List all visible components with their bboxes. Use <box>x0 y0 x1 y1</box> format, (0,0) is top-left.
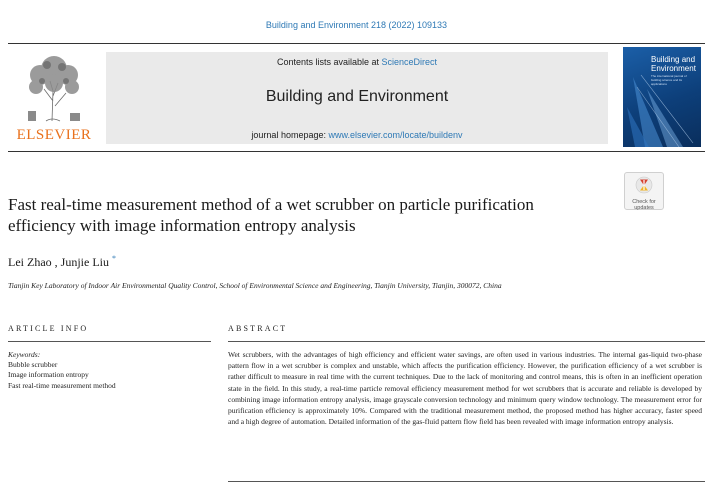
check-updates-line2: updates <box>634 205 654 211</box>
keywords-list <box>8 360 116 391</box>
cover-title <box>651 55 696 73</box>
article-info-heading: ARTICLE INFO <box>8 324 89 333</box>
author-link[interactable]: Lei Zhao <box>8 255 52 269</box>
journal-title[interactable]: Building and Environment <box>265 88 449 105</box>
keyword-item: Image information entropy <box>8 370 89 380</box>
corresponding-author-mark[interactable]: * <box>111 254 116 263</box>
sciencedirect-link[interactable]: ScienceDirect <box>381 57 438 67</box>
author-list <box>8 254 116 270</box>
affiliation: Tianjin Key Laboratory of Indoor Air Environmental Quality Control, School of Environmental Science and Engineering, Tianjin University, Tianjin, 300072, China <box>8 281 502 290</box>
cover-title-line2: Environment <box>651 64 696 73</box>
keywords-label: Keywords: <box>8 350 41 359</box>
check-updates-line1: Check for <box>632 199 656 205</box>
citation-line[interactable]: Building and Environment 218 (2022) 109133 <box>265 20 448 30</box>
header-bottom-rule <box>8 151 705 152</box>
abstract-heading: ABSTRACT <box>228 324 288 333</box>
crossmark-icon <box>635 176 653 194</box>
article-info-rule <box>8 341 211 342</box>
contents-line <box>106 57 608 67</box>
homepage-line <box>106 130 608 140</box>
elsevier-tree-icon <box>22 51 86 123</box>
abstract-rule <box>228 341 705 342</box>
elsevier-wordmark: ELSEVIER <box>16 127 92 143</box>
author-separator: , <box>51 255 61 269</box>
article-title: Fast real-time measurement method of a wet scrubber on particle purification efficiency with image information entropy analysis <box>8 195 534 235</box>
homepage-link[interactable]: www.elsevier.com/locate/buildenv <box>328 130 463 140</box>
journal-cover[interactable] <box>623 47 701 147</box>
keyword-item: Fast real-time measurement method <box>8 380 116 390</box>
journal-masthead <box>106 52 608 144</box>
homepage-prefix: journal homepage: <box>251 130 329 140</box>
keyword-item: Bubble scrubber <box>8 360 58 369</box>
contents-prefix: Contents lists available at <box>276 57 382 67</box>
author-link[interactable]: Junjie Liu <box>60 255 109 269</box>
cover-subtitle: The international journal of building science and its applications <box>651 74 687 86</box>
header-top-rule <box>8 43 705 44</box>
abstract-bottom-rule <box>228 481 705 482</box>
elsevier-logo[interactable] <box>8 47 100 147</box>
abstract-text: Wet scrubbers, with the advantages of high efficiency and efficient water savings, are often used in various industries. The internal gas-liquid two-phase pattern flow in a wet scrubber is complex and unstable, which affects the purification efficiency. However, the purification efficiency of a wet scrubber is rather difficult to measure in real time with the current techniques. Due to the lack of monitoring and control means, this is often in an inefficient operation state in the field. In this study, a real-time particle removal efficiency measurement method for wet scrubbers that is accurate and reliable is developed by combining image information entropy analysis, image grayscale conversion technology and minimum query window technology. The measurement error for purification efficiency is approximately 10%. Compared with the traditional measurement method, the proposed method has higher accuracy, faster speed and a high degree of automation. Detailed information of the gas-fluid pattern flow field has been revealed with image information entropy analysis. <box>228 350 702 427</box>
check-for-updates-button[interactable] <box>624 172 664 210</box>
cover-title-line1: Building and <box>651 55 696 64</box>
